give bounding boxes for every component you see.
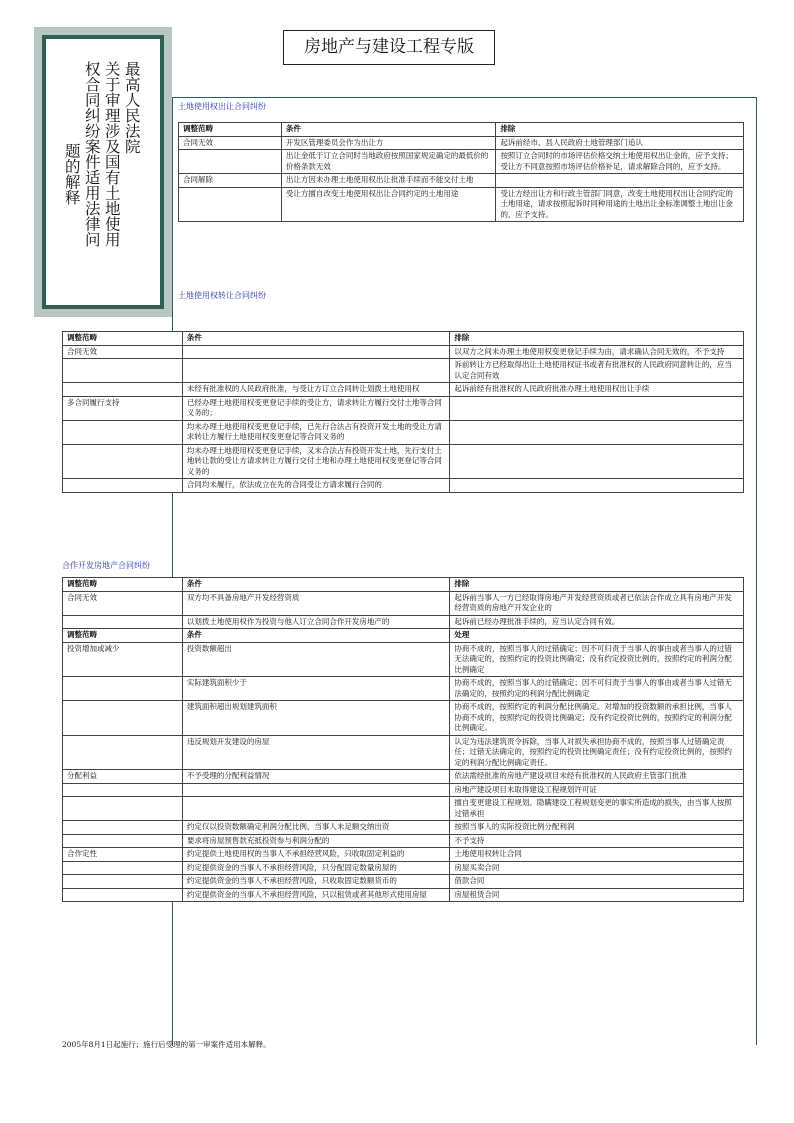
table-cell: 双方均不具备房地产开发经营资质 [182, 591, 450, 615]
table-cell: 合同无效 [63, 345, 183, 359]
table-cell: 不予受理的分配利益情况 [182, 770, 450, 784]
table-cell: 合作定性 [63, 848, 183, 862]
table-row [63, 821, 744, 835]
table-header-cell: 调整范畴 [63, 332, 183, 346]
table-cell: 诉前转让方已经取得出让土地使用权证书或者有批准权的人民政府同意转让的，应当认定合同有效 [450, 359, 744, 383]
section-title-land-grant: 土地使用权出让合同纠纷 [178, 102, 266, 111]
table-cell: 协商不成的，按照当事人的过错确定；因不可归责于当事人的事由或者当事人的过错无法确定的，按照约定的投资比例确定；没有约定投资比例的，按照约定的利润分配比例确定 [450, 642, 744, 677]
table-header-cell: 排除 [450, 332, 744, 346]
table-header-row [179, 123, 744, 137]
table-cell: 起诉前已经办理批准手续的，应当认定合同有效。 [450, 615, 744, 629]
table-row [63, 383, 744, 397]
table-cell: 以划拨土地使用权作为投资与他人订立合同合作开发房地产的 [182, 615, 450, 629]
table-row [63, 615, 744, 629]
table-cell: 起诉前经有批准权的人民政府批准办理土地使用权出让手续 [450, 383, 744, 397]
table-row [63, 359, 744, 383]
land-grant-table [178, 122, 744, 222]
table-cell: 房地产建设项目未取得建设工程规划许可证 [450, 783, 744, 797]
table-header-row [63, 578, 744, 592]
content-frame-right-edge [756, 97, 757, 1045]
table-row [63, 834, 744, 848]
table-row [63, 875, 744, 889]
sidebar-title-frame [42, 35, 164, 309]
table-cell [450, 444, 744, 479]
table-cell: 依法需经批准的房地产建设项目未经有批准权的人民政府主管部门批准 [450, 770, 744, 784]
table-cell: 不予支持 [450, 834, 744, 848]
table-cell: 出让金低于订立合同时当地政府按照国家规定确定的最低价的价格条款无效 [281, 150, 496, 174]
table-header-cell: 条件 [182, 629, 450, 643]
table-header-cell: 处理 [450, 629, 744, 643]
table-cell: 约定提供资金的当事人不承担经营风险，只收取固定数额货币的 [182, 875, 450, 889]
table-row [63, 848, 744, 862]
table-cell: 未经有批准权的人民政府批准，与受让方订立合同转让划拨土地使用权 [182, 383, 450, 397]
table-cell [450, 479, 744, 493]
table-row [63, 888, 744, 902]
section-title-land-transfer: 土地使用权转让合同纠纷 [178, 291, 266, 300]
table-header-cell: 排除 [496, 123, 744, 137]
sidebar-title-col-4: 题的解释 [62, 143, 81, 205]
table-cell [63, 888, 183, 902]
table-cell: 违反规划开发建设的房屋 [182, 735, 450, 770]
table-cell: 合同无效 [179, 136, 282, 150]
table-cell: 房屋租赁合同 [450, 888, 744, 902]
table-cell: 借款合同 [450, 875, 744, 889]
table-cell [63, 444, 183, 479]
table-cell: 建筑面积超出规划建筑面积 [182, 701, 450, 736]
table-header-cell: 调整范畴 [179, 123, 282, 137]
table-row [179, 187, 744, 222]
table-cell: 分配利益 [63, 770, 183, 784]
table-row [63, 701, 744, 736]
table-cell: 按照当事人的实际投资比例分配利润 [450, 821, 744, 835]
table-cell [63, 420, 183, 444]
table-cell [182, 797, 450, 821]
table-cell: 合同均未履行，依法成立在先的合同受让方请求履行合同的 [182, 479, 450, 493]
table-cell: 出让方因未办理土地使用权出让批准手续而不能交付土地 [281, 174, 496, 188]
table-cell [179, 150, 282, 174]
table-row [63, 735, 744, 770]
table-header-cell: 条件 [182, 332, 450, 346]
table-cell [63, 797, 183, 821]
table-header-row [63, 629, 744, 643]
table-header-cell: 调整范畴 [63, 629, 183, 643]
table-cell: 约定提供土地使用权的当事人不承担经营风险，只收取固定利益的 [182, 848, 450, 862]
content-frame [172, 97, 757, 1046]
table-cell [496, 174, 744, 188]
land-grant-table-body [179, 123, 744, 222]
table-cell [182, 359, 450, 383]
table-row [63, 420, 744, 444]
table-cell [63, 861, 183, 875]
table-row [63, 396, 744, 420]
table-cell: 约定仅以投资数额确定利润分配比例，当事人未足额交纳出资 [182, 821, 450, 835]
table-cell: 约定提供资金的当事人不承担经营风险，只分配固定数量房屋的 [182, 861, 450, 875]
table-row [63, 770, 744, 784]
table-cell [182, 783, 450, 797]
table-cell [63, 735, 183, 770]
sidebar-title-col-1: 最高人民法院 [122, 61, 141, 154]
table-cell: 以双方之间未办理土地使用权变更登记手续为由，请求确认合同无效的，不予支持 [450, 345, 744, 359]
table-cell: 起诉前经市、县人民政府土地管理部门追认 [496, 136, 744, 150]
section-banner: 房地产与建设工程专版 [283, 30, 495, 65]
table-cell: 投资数额超出 [182, 642, 450, 677]
table-cell [63, 821, 183, 835]
table-row [63, 591, 744, 615]
table-header-cell: 条件 [182, 578, 450, 592]
table-cell: 合同解除 [179, 174, 282, 188]
table-cell [63, 783, 183, 797]
table-header-cell: 条件 [281, 123, 496, 137]
sidebar-title-col-3: 权合同纠纷案件适用法律问 [82, 61, 101, 247]
table-cell: 均未办理土地使用权变更登记手续，又未合法占有投资开发土地，先行支付土地转让款的受让方请求转让方履行交付土地和办理土地使用权变更登记等合同义务的 [182, 444, 450, 479]
table-header-cell: 排除 [450, 578, 744, 592]
table-cell: 受让方经出让方和行政主管部门同意，改变土地使用权出让合同约定的土地用途，请求按照起诉时同种用途的土地出让金标准调整土地出让金的，应予支持。 [496, 187, 744, 222]
table-cell: 实际建筑面积少于 [182, 677, 450, 701]
sidebar-title-box [34, 27, 172, 317]
table-cell: 合同无效 [63, 591, 183, 615]
table-cell [63, 875, 183, 889]
table-cell: 土地使用权转让合同 [450, 848, 744, 862]
table-cell: 多合同履行支持 [63, 396, 183, 420]
table-cell [63, 677, 183, 701]
table-header-cell: 调整范畴 [63, 578, 183, 592]
table-cell [450, 396, 744, 420]
table-cell: 协商不成的，按照约定的利润分配比例确定。对增加的投资数额的承担比例，当事人协商不成的，按照约定的投资比例确定；没有约定投资比例的，按照约定的利润分配比例确定。 [450, 701, 744, 736]
table-row [63, 783, 744, 797]
table-cell [63, 479, 183, 493]
table-cell [63, 359, 183, 383]
table-cell: 要求将房屋预售款充抵投资参与利润分配的 [182, 834, 450, 848]
table-cell [63, 383, 183, 397]
table-cell: 协商不成的，按照当事人的过错确定；因不可归责于当事人的事由或者当事人过错无法确定的，按照约定的利润分配比例确定 [450, 677, 744, 701]
table-cell: 按照订立合同时的市场评估价格交纳土地使用权出让金的，应予支持；受让方不同意按照市场评估价格补足，请求解除合同的，应予支持。 [496, 150, 744, 174]
table-header-row [63, 332, 744, 346]
table-cell [63, 701, 183, 736]
table-cell [63, 615, 183, 629]
table-cell [63, 834, 183, 848]
table-cell: 房屋买卖合同 [450, 861, 744, 875]
table-cell: 投资增加或减少 [63, 642, 183, 677]
table-cell [450, 420, 744, 444]
table-cell: 擅自变更建设工程规划。隐瞒建设工程规划变更的事实所造成的损失，由当事人按照过错承担 [450, 797, 744, 821]
table-cell: 均未办理土地使用权变更登记手续，已先行合法占有投资开发土地的受让方请求转让方履行土地使用权变更登记等合同义务的 [182, 420, 450, 444]
table-cell: 认定为违法建筑责令拆除，当事人对损失承担协商不成的，按照当事人过错确定责任；过错无法确定的，按照约定的投资比例确定责任；没有约定投资比例的，按照约定的利润分配比例确定责任。 [450, 735, 744, 770]
table-cell: 约定提供资金的当事人不承担经营风险，只以租赁或者其他形式使用房屋 [182, 888, 450, 902]
land-transfer-table-body [63, 332, 744, 493]
table-row [63, 444, 744, 479]
section-title-joint-development: 合作开发房地产合同纠纷 [62, 561, 150, 570]
table-row [179, 174, 744, 188]
table-cell [179, 187, 282, 222]
table-cell: 开发区管理委员会作为出让方 [281, 136, 496, 150]
table-row [63, 861, 744, 875]
table-row [63, 479, 744, 493]
sidebar-title-col-2: 关于审理涉及国有土地使用 [102, 61, 121, 247]
table-row [179, 136, 744, 150]
table-cell: 受让方擅自改变土地使用权出让合同约定的土地用途 [281, 187, 496, 222]
table-row [63, 797, 744, 821]
joint-development-table-body [63, 578, 744, 902]
land-transfer-table [62, 331, 744, 493]
table-row [63, 677, 744, 701]
footer-note: 2005年8月1日起施行；施行后受理的第一审案件适用本解释。 [62, 1040, 271, 1049]
table-row [179, 150, 744, 174]
table-cell [182, 345, 450, 359]
table-cell: 已经办理土地使用权变更登记手续的受让方，请求转让方履行交付土地等合同义务的； [182, 396, 450, 420]
table-row [63, 642, 744, 677]
joint-development-table [62, 577, 744, 902]
table-cell: 起诉前当事人一方已经取得房地产开发经营资质或者已依法合作成立具有房地产开发经营资质的房地产开发企业的 [450, 591, 744, 615]
table-row [63, 345, 744, 359]
